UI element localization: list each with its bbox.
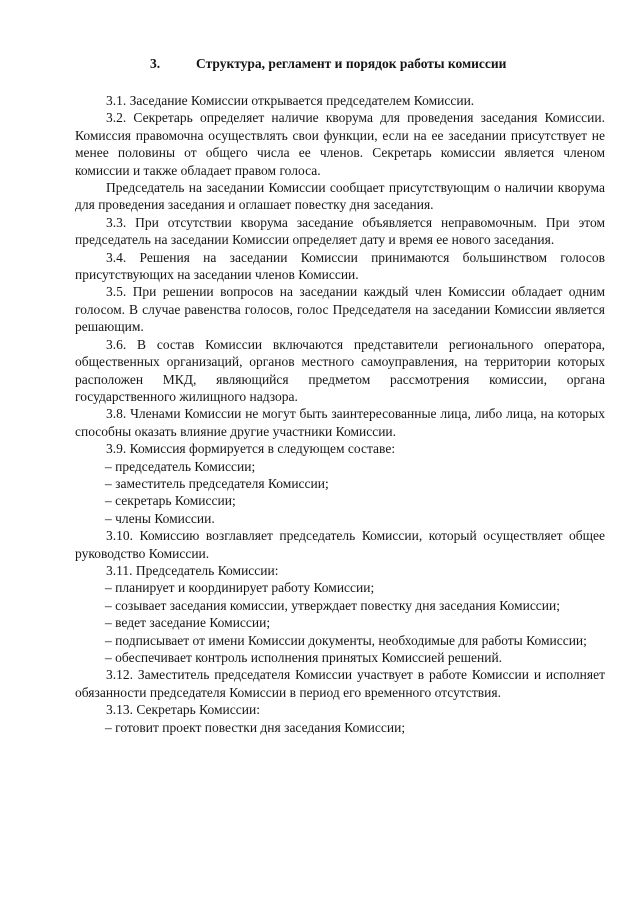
list-item: – секретарь Комиссии; — [105, 493, 236, 509]
paragraph-3-9: 3.9. Комиссия формируется в следующем составе: — [106, 441, 396, 457]
paragraph-3-13: 3.13. Секретарь Комиссии: — [106, 702, 260, 718]
list-item: – созывает заседания комиссии, утверждает повестку дня заседания Комиссии; — [105, 597, 560, 613]
list-item: – члены Комиссии. — [105, 510, 215, 526]
paragraph-3-11: 3.11. Председатель Комиссии: — [106, 562, 279, 578]
paragraph-3-4: 3.4. Решения на заседании Комиссии принимаются большинством голосов присутствующих на заседании членов Комиссии. — [75, 249, 605, 283]
list-item: – председатель Комиссии; — [105, 458, 256, 474]
paragraph-3-8: 3.8. Членами Комиссии не могут быть заинтересованные лица, либо лица, на которых способны оказать влияние другие участники Комиссии. — [75, 406, 605, 439]
list-item: – ведет заседание Комиссии; — [105, 615, 271, 631]
paragraph-3-12: 3.12. Заместитель председателя Комиссии участвует в работе Комиссии и исполняет обязанности председателя Комиссии в период его временного отсутствия. — [75, 667, 605, 700]
paragraph-3-5: 3.5. При решении вопросов на заседании каждый член Комиссии обладает одним голосом. В случае равенства голосов, голос Председателя на заседании Комиссии является решающим. — [75, 284, 605, 335]
paragraph-3-10: 3.10. Комиссию возглавляет председатель Комиссии, который осуществляет общее руководство Комиссии. — [75, 528, 605, 561]
paragraph-3-3: 3.3. При отсутствии кворума заседание объявляется неправомочным. При этом председатель на заседании Комиссии определяет дату и время ее нового заседания. — [75, 214, 605, 248]
list-item: – планирует и координирует работу Комиссии; — [105, 580, 375, 596]
document-body — [75, 92, 605, 736]
section-number: 3. — [150, 56, 161, 71]
list-item: – заместитель председателя Комиссии; — [105, 475, 329, 491]
paragraph-chairman-quorum: Председатель на заседании Комиссии сообщает присутствующим о наличии кворума для проведения заседания и оглашает повестку дня заседания. — [75, 180, 605, 213]
paragraph-3-6: 3.6. В состав Комиссии включаются представители регионального оператора, общественных организаций, органов местного самоуправления, на территории которых расположен МКД, являющийся предметом рассмотрения комиссии, органа государственного жилищного надзора. — [75, 336, 605, 404]
list-item: – готовит проект повестки дня заседания Комиссии; — [105, 719, 406, 735]
list-item: – подписывает от имени Комиссии документы, необходимые для работы Комиссии; — [105, 632, 587, 648]
paragraph-3-2: 3.2. Секретарь определяет наличие кворума для проведения заседания Комиссии. Комиссия правомочна осуществлять свои функции, если на ее заседании присутствует не менее половины от общего числа ее членов. Секретарь комиссии является членом комиссии и также обладает правом голоса. — [75, 110, 605, 178]
paragraph-3-1: 3.1. Заседание Комиссии открывается председателем Комиссии. — [106, 93, 475, 108]
section-title: Структура, регламент и порядок работы комиссии — [196, 56, 507, 71]
list-item: – обеспечивает контроль исполнения принятых Комиссией решений. — [105, 650, 503, 665]
